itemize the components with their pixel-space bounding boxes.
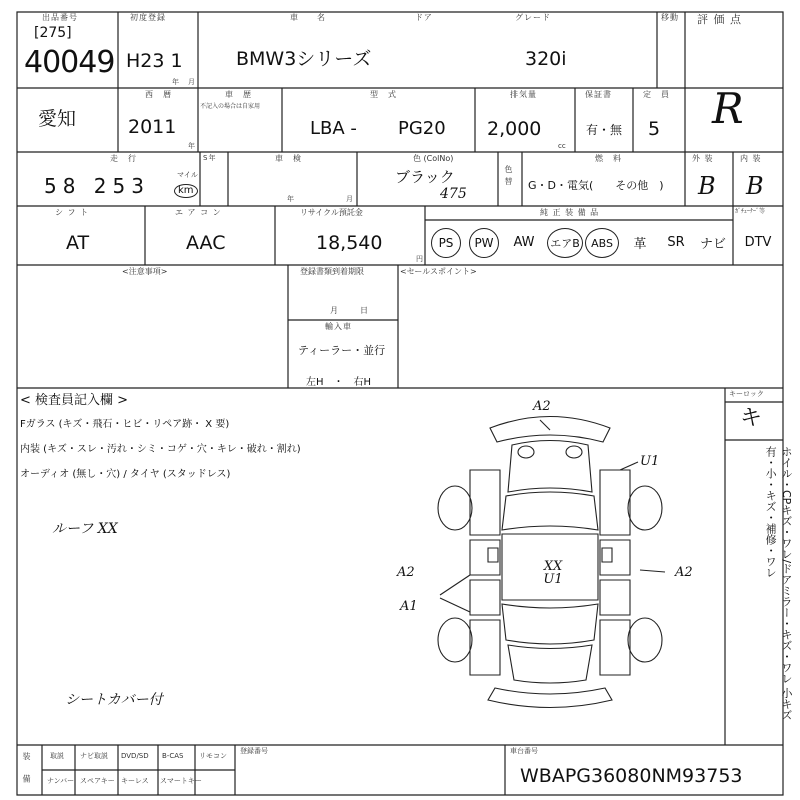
mark-front: A2: [533, 399, 551, 414]
year-unit-2: 年: [188, 142, 196, 150]
history-note: 不記入の場合は自家用: [200, 103, 261, 110]
shift-pos-label: 移動: [661, 13, 679, 22]
mark-front-right: U1: [640, 454, 660, 469]
equip-abs: ABS: [585, 228, 619, 258]
warranty-value: 有・無: [586, 123, 623, 137]
insp-month-unit: 月: [346, 195, 354, 203]
yen-unit: 円: [416, 255, 424, 263]
equipment-label: 純 正 装 備 品: [540, 208, 600, 217]
inspection-label: 車 検: [275, 154, 302, 163]
note-roof: ルーフ XX: [52, 521, 118, 537]
note-seat-cover: シートカバー付: [65, 692, 163, 708]
first-reg-label: 初度登録: [130, 13, 166, 22]
equip-dtv: DTV: [744, 234, 772, 250]
reg-deadline-day: 月 日: [330, 306, 370, 315]
equip-aw: AW: [513, 234, 535, 250]
month-unit: 月: [188, 78, 196, 86]
ac-label: エ ア コ ン: [175, 208, 222, 217]
import-dealer: ティーラー・並行: [298, 344, 386, 357]
warranty-label: 保証書: [585, 90, 612, 99]
color-value: ブラック: [395, 168, 455, 186]
interior-value: B: [746, 172, 764, 200]
recolor-label: 色替: [504, 165, 513, 189]
equip-sr: SR: [667, 234, 685, 250]
km-unit: km: [174, 184, 198, 198]
grade-value: 320i: [525, 48, 567, 70]
lot-number: 40049: [24, 45, 115, 80]
mark-center: XX U1: [543, 559, 563, 587]
damage-legend: ホイル・CPキズ・ワレ/ドアミラー・キズ・ワレ 小キズ有・小・キズ・補修・ワレ: [764, 446, 793, 721]
footer-spare-key: スペアキー: [80, 777, 115, 785]
inspector-line-audio: オーディオ (無し・穴) / タイヤ (スタッドレス): [20, 469, 231, 480]
mark-left-upper: A2: [397, 565, 415, 580]
footer-smart-key: スマートキー: [160, 777, 202, 785]
footer-number-plate: ナンバー: [47, 777, 75, 785]
footer-manual: 取説: [50, 752, 64, 760]
import-label: 輸入車: [325, 322, 352, 331]
mark-right: A2: [675, 565, 693, 580]
caution-label: <注意事項>: [122, 267, 168, 276]
score-label: 評 価 点: [697, 13, 742, 26]
lot-label: 出品番号: [42, 13, 78, 22]
model-year-label: 西 暦: [145, 90, 172, 99]
chassis-label: 車台番号: [510, 747, 538, 755]
reg-deadline-label: 登録書類到着期限: [300, 267, 364, 276]
year-unit: 年: [172, 78, 180, 86]
door-label: ドア: [415, 13, 433, 22]
equip-leather: 革: [633, 236, 647, 252]
capacity-label: 定 員: [643, 90, 670, 99]
steering-side: 左H ・ 右H: [306, 377, 372, 388]
prefecture: 愛知: [38, 108, 77, 130]
shift-value: AT: [66, 232, 90, 254]
score-value: R: [712, 84, 744, 133]
ac-value: AAC: [186, 232, 226, 254]
car-name: BMW3シリーズ: [236, 48, 372, 70]
recycle-label: リサイクル預託金: [300, 208, 363, 217]
s-year-label: S年: [203, 154, 217, 162]
displacement: 2,000: [487, 118, 542, 140]
footer-keyless: キーレス: [121, 777, 149, 785]
footer-bcas: B-CAS: [162, 752, 184, 760]
keylock-value: キ: [740, 406, 763, 431]
reg-number-label: 登録番号: [240, 747, 268, 755]
sales-point-label: <セールスポイント>: [400, 267, 477, 276]
lot-bracket: [275]: [34, 25, 72, 41]
tuner-label: ｶﾞﾁｭｰﾅｰﾞ等: [735, 208, 766, 215]
exterior-label: 外 装: [692, 154, 714, 163]
equip-navi: ナビ: [699, 236, 726, 252]
equip-pw: PW: [469, 228, 499, 258]
inspector-title: < 検査員記入欄 >: [20, 393, 129, 408]
footer-navi-manual: ナビ取説: [80, 752, 108, 760]
first-reg-value: H23 1: [126, 50, 183, 72]
type-code: PG20: [398, 118, 446, 139]
mileage: 58 253: [44, 174, 150, 198]
car-name-label: 車 名: [290, 13, 326, 22]
inspector-line-interior: 内装 (キズ・スレ・汚れ・シミ・コゲ・穴・キレ・破れ・割れ): [20, 444, 301, 455]
interior-label: 内 装: [740, 154, 762, 163]
mileage-label: 走 行: [110, 154, 137, 163]
footer-equip-label: 装 備: [22, 752, 31, 789]
inspector-line-glass: Fガラス (キズ・飛石・ヒビ・リペア跡・ X 要): [20, 419, 230, 430]
exterior-value: B: [698, 172, 716, 200]
capacity: 5: [648, 118, 661, 140]
color-number: 475: [440, 186, 467, 202]
type-label: 型 式: [370, 90, 397, 99]
keylock-label: キーロック: [729, 390, 764, 398]
chassis-number: WBAPG36080NM93753: [520, 765, 743, 787]
recycle-fee: 18,540: [316, 232, 383, 254]
model-year: 2011: [128, 116, 177, 138]
history-label: 車 歴: [225, 90, 252, 99]
color-label: 色 (ColNo): [413, 154, 454, 163]
type-prefix: LBA -: [310, 118, 357, 139]
mark-left-lower: A1: [400, 599, 418, 614]
fuel-options: G・D・電気( その他 ): [528, 179, 664, 192]
footer-dvd-sd: DVD/SD: [121, 752, 149, 760]
displacement-label: 排気量: [510, 90, 537, 99]
equip-airbag: エアB: [547, 228, 583, 258]
mile-unit: マイル: [177, 171, 198, 179]
grade-label: グレード: [515, 13, 551, 22]
equip-ps: PS: [431, 228, 461, 258]
shift-label: シ フ ト: [55, 208, 90, 217]
cc-unit: cc: [558, 142, 566, 150]
fuel-label: 燃 料: [595, 154, 622, 163]
footer-remote: リモコン: [199, 752, 227, 760]
insp-year-unit: 年: [287, 195, 295, 203]
